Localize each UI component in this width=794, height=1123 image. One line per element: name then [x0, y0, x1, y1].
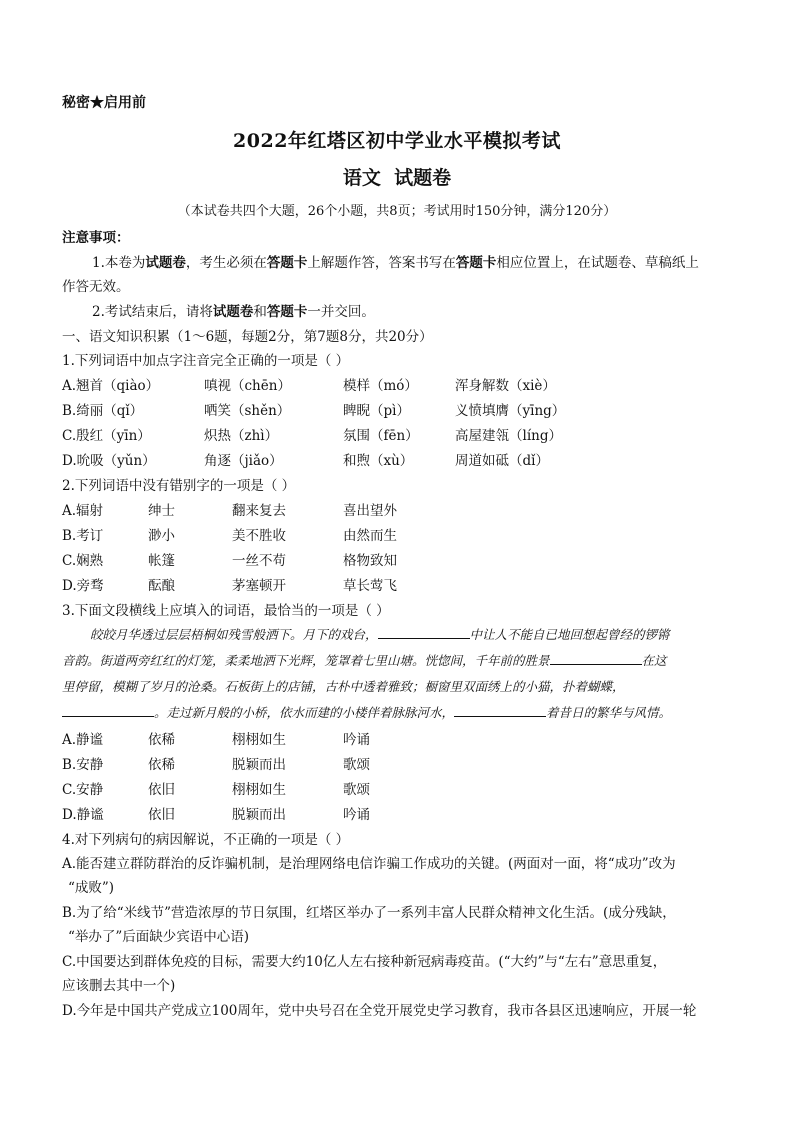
q4-option-b: B.为了给“米线节”营造浓厚的节日氛围，红塔区举办了一系列丰富人民群众精神文化生活。(成分残缺， [62, 905, 676, 921]
blank-1 [378, 626, 470, 639]
q4-option-a-cont: “成败”) [68, 880, 115, 896]
blank-3 [62, 704, 154, 717]
subject-title: 语文 试题卷 [342, 167, 452, 189]
q3-passage-line-1: 皎皎月华透过层层梧桐如残雪般洒下。月下的戏台， 中让人不能自已地回想起曾经的锣锵 [90, 627, 670, 642]
q3-passage-line-2: 音韵。街道两旁红红的灯笼，柔柔地洒下光辉，笼罩着七里山塘。恍惚间，千年前的胜景 在这 [62, 653, 667, 668]
q1-stem: 1.下列词语中加点字注音完全正确的一项是（ ） [62, 353, 350, 369]
exam-info: （本试卷共四个大题，26个小题，共8页；考试用时150分钟，满分120分） [177, 204, 617, 219]
q3-passage-line-3: 里停留，模糊了岁月的沧桑。石板街上的店铺，古朴中透着雅致；橱窗里双面绣上的小猫，扑着蝴蝶， [62, 679, 625, 694]
notes-heading: 注意事项： [62, 230, 130, 246]
q4-option-d: D.今年是中国共产党成立100周年，党中央号召在全党开展党史学习教育，我市各县区迅速响应，开展一轮 [62, 1003, 697, 1019]
q4-stem: 4.对下列病句的病因解说，不正确的一项是（ ） [62, 832, 350, 848]
q4-option-a: A.能否建立群防群治的反诈骗机制，是治理网络电信诈骗工作成功的关键。(两面对一面，将“成功”改为 [62, 856, 676, 872]
blank-2 [550, 652, 642, 665]
section-1-heading: 一、语文知识积累（1～6题，每题2分，第7题8分，共20分） [62, 329, 433, 345]
q4-option-b-cont: “举办了”后面缺少宾语中心语) [68, 929, 250, 945]
exam-title: 2022年红塔区初中学业水平模拟考试 [233, 130, 561, 152]
q3-stem: 3.下面文段横线上应填入的词语，最恰当的一项是（ ） [62, 603, 390, 619]
q4-option-c-cont: 应该删去其中一个) [62, 978, 176, 994]
confidential-mark: 秘密★启用前 [62, 95, 146, 111]
q3-passage-line-4: 。走过新月般的小桥，依水而建的小楼伴着脉脉河水， 着昔日的繁华与风情。 [62, 703, 671, 721]
q2-stem: 2.下列词语中没有错别字的一项是（ ） [62, 478, 296, 494]
exam-page: 秘密★启用前 2022年红塔区初中学业水平模拟考试 语文 试题卷 （本试卷共四个大题，26个小题，共8页；考试用时150分钟，满分120分） 注意事项： 1.本卷为试题卷，考生必须在答题卡上解题作答，答案书写在答题卡相应位置上，在试题卷、草稿纸上 作答无效。 2.考试结束后，请将试题卷和答题卡一并交回。 一、语文知识积累（1～6题，每题2分，第7题8分，共20分） 1.下列词语中加点字注音完全正确的一项是（ ） A.翘首（qiào） 嗔视（chēn） 模样（mó） 浑身解数（xiè） B.绮丽（qǐ） 哂笑（shěn） 睥睨（pì） 义愤填膺（yīng） C.殷红（yīn） 炽热（zhì） 氛围（fēn） 高屋建瓴（líng） D.吮吸（yǔn） 角逐（jiǎo） 和煦（xù） 周道如砥（dǐ） 2.下列词语中没有错别字的一项是（ ） A.辐射 绅士 翻来复去 喜出望外 B.考订 渺小 美不胜收 由然而生 C.娴熟 帐篷 一丝不苟 格物致知 D.旁骛 酝酿 茅塞顿开 草长莺飞 3.下面文段横线上应填入的词语，最恰当的一项是（ ） 皎皎月华透过层层梧桐如残雪般洒下。月下的戏台， 中让人不能自已地回想起曾经的锣锵 音韵。街道两旁红红的灯笼，柔柔地洒下光辉，笼罩着七里山塘。恍惚间，千年前的胜景 在这 里停留，模糊了岁月的沧桑。石板街上的店铺，古朴中透着雅致；橱窗里双面绣上的小猫，扑着蝴蝶， 。走过新月般的小桥，依水而建的小楼伴着脉脉河水， 着昔日的繁华与风情。 A.静谧 依稀 栩栩如生 吟诵 B.安静 依稀 脱颖而出 歌颂 C.安静 依旧 栩栩如生 歌颂 D.静谧 依旧 脱颖而出 吟诵 4.对下列病句的病因解说，不正确的一项是（ ） A.能否建立群防群治的反诈骗机制，是治理网络电信诈骗工作成功的关键。(两面对一面，将“成功”改为 “成败”) B.为了给“米线节”营造浓厚的节日氛围，红塔区举办了一系列丰富人民群众精神文化生活。(成分残缺， “举办了”后面缺少宾语中心语) C.中国要达到群体免疫的目标，需要大约10亿人左右接种新冠病毒疫苗。(“大约”与“左右”意思重复， 应该删去其中一个) D.今年是中国共产党成立100周年，党中央号召在全党开展党史学习教育，我市各县区迅速响应，开展一轮 [0, 0, 794, 1123]
q4-option-c: C.中国要达到群体免疫的目标，需要大约10亿人左右接种新冠病毒疫苗。(“大约”与“左右”意思重复， [62, 954, 667, 970]
note-1: 1.本卷为试题卷，考生必须在答题卡上解题作答，答案书写在答题卡相应位置上，在试题卷、草稿纸上 [92, 255, 699, 271]
blank-4 [454, 704, 546, 717]
note-2: 2.考试结束后，请将试题卷和答题卡一并交回。 [92, 304, 375, 320]
note-1-cont: 作答无效。 [62, 279, 130, 295]
